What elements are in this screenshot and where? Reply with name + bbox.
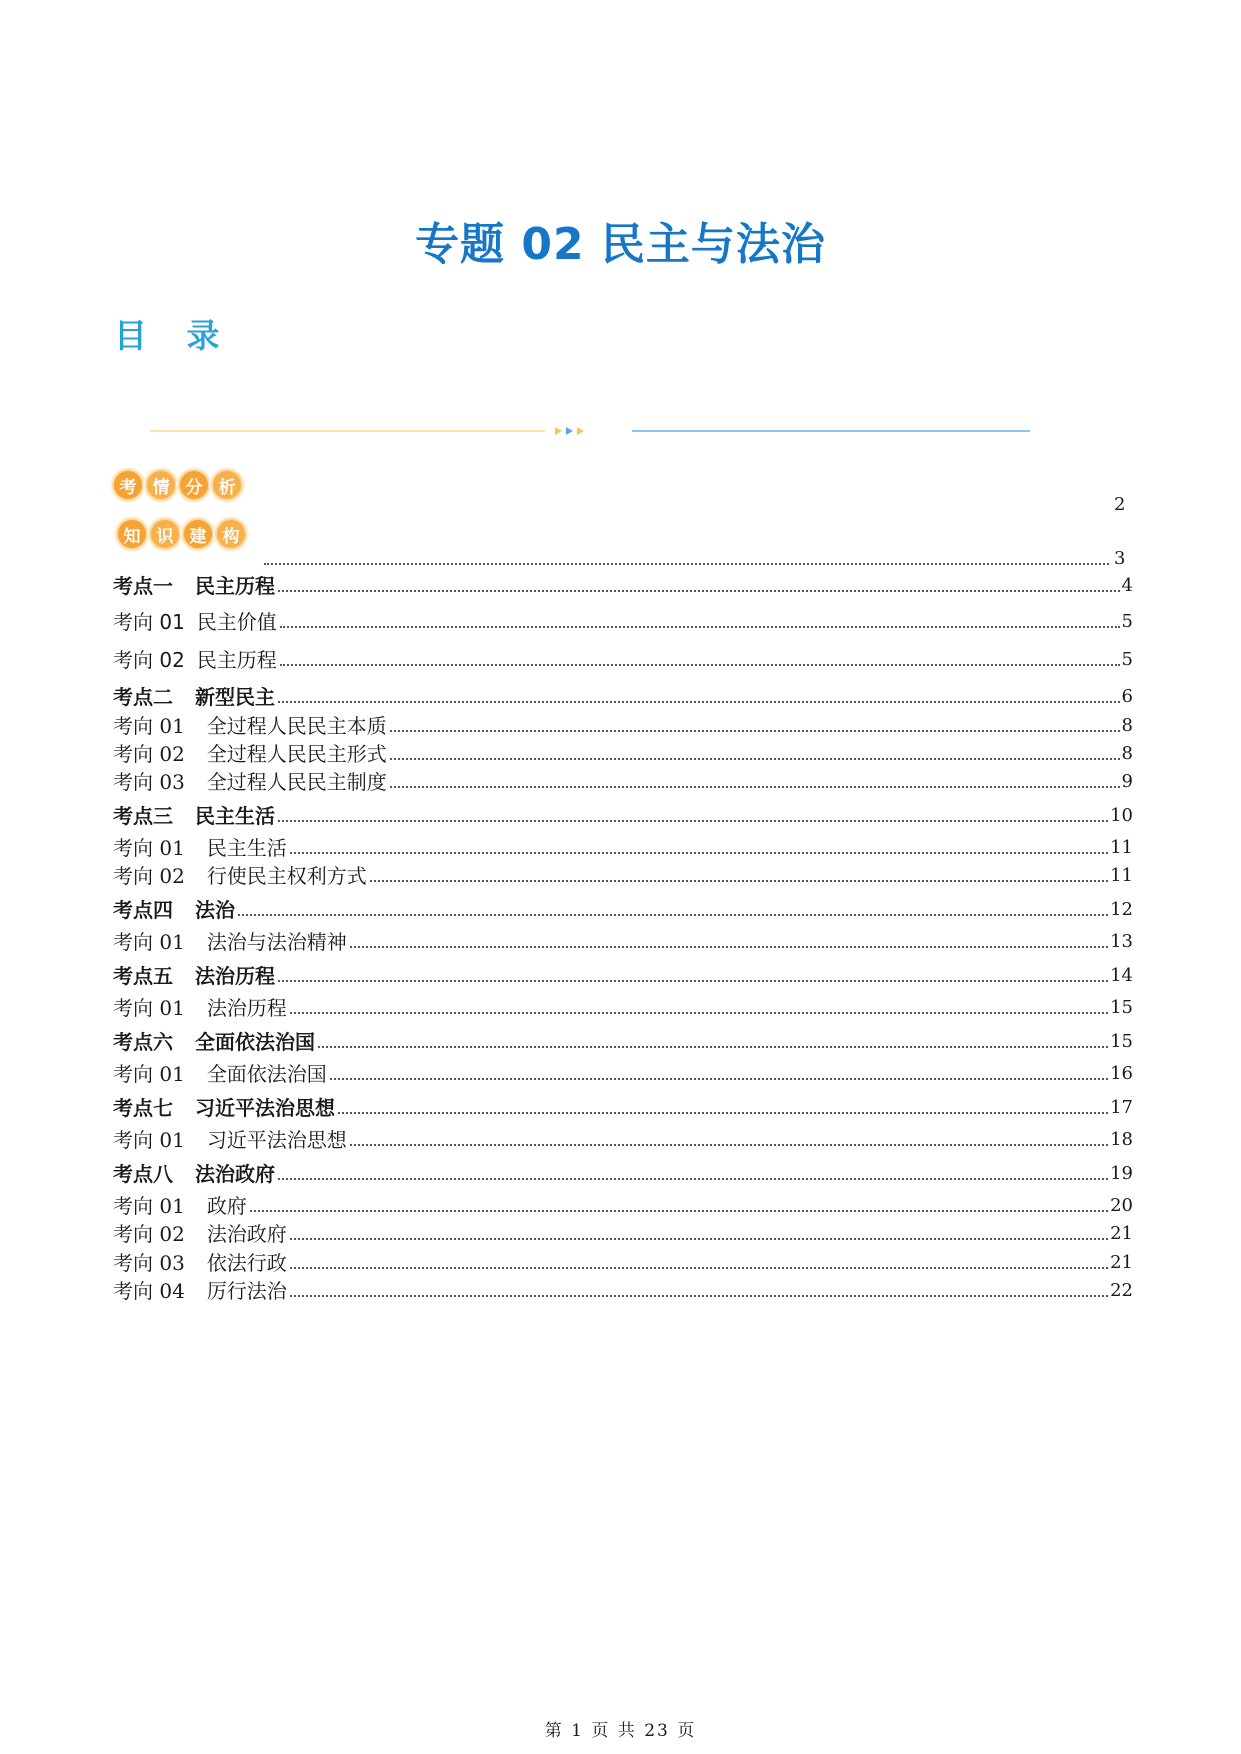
toc-dot-leader xyxy=(278,980,1108,982)
toc-entry-direction[interactable] xyxy=(113,1126,1133,1152)
toc-dot-leader xyxy=(290,852,1108,854)
toc-title: 政府 xyxy=(206,1194,247,1218)
toc-dot-leader xyxy=(350,1144,1108,1146)
toc-title: 法治 xyxy=(195,898,235,922)
toc-entry-point[interactable] xyxy=(113,1028,1133,1054)
toc-label: 考向 01 xyxy=(113,1062,185,1086)
toc-entry-point[interactable] xyxy=(113,572,1133,598)
toc-dot-leader xyxy=(350,946,1108,948)
toc-title: 民主生活 xyxy=(195,804,275,828)
toc-title: 民主历程 xyxy=(195,574,275,598)
toc-label: 考向 01 xyxy=(113,714,185,738)
toc-label: 考点二 xyxy=(113,685,173,709)
toc-label: 考向 01 xyxy=(113,610,185,634)
badge-char: 识 xyxy=(149,518,181,550)
toc-label: 考点四 xyxy=(113,898,173,922)
badge-char: 考 xyxy=(112,469,144,501)
toc-entry-direction[interactable] xyxy=(113,994,1133,1020)
toc-page-number: 21 xyxy=(1110,1252,1133,1273)
toc-dot-leader xyxy=(238,914,1108,916)
toc-entry-direction[interactable] xyxy=(113,1220,1133,1246)
toc-entry-point[interactable] xyxy=(113,683,1133,709)
toc-label: 考向 02 xyxy=(113,1222,185,1246)
toc-title: 民主生活 xyxy=(206,836,287,860)
toc-page-number: 8 xyxy=(1121,715,1133,736)
toc-label: 考向 02 xyxy=(113,742,185,766)
toc-dot-leader xyxy=(280,664,1120,666)
toc-entry-direction[interactable] xyxy=(113,740,1133,766)
toc-title: 新型民主 xyxy=(195,685,275,709)
toc-entry-point[interactable] xyxy=(113,802,1133,828)
toc-page-number: 19 xyxy=(1110,1163,1133,1184)
toc-dot-leader xyxy=(278,1178,1108,1180)
toc-entry-direction[interactable] xyxy=(113,1277,1133,1303)
toc-page-number: 4 xyxy=(1121,575,1133,596)
toc-page-number: 18 xyxy=(1110,1129,1133,1150)
toc-dot-leader xyxy=(390,730,1120,732)
toc-entry-direction[interactable] xyxy=(113,646,1133,672)
toc-title: 全面依法治国 xyxy=(206,1062,327,1086)
toc-label: 考向 04 xyxy=(113,1279,185,1303)
toc-page-number: 2 xyxy=(1114,494,1126,515)
toc-page-number: 21 xyxy=(1110,1223,1133,1244)
toc-dot-leader xyxy=(390,758,1120,760)
toc-label: 考向 01 xyxy=(113,836,185,860)
toc-title: 全过程人民民主制度 xyxy=(206,770,387,794)
toc-page-number: 11 xyxy=(1110,865,1133,886)
toc-dot-leader xyxy=(370,880,1108,882)
toc-page-number: 11 xyxy=(1110,837,1133,858)
toc-title: 厉行法治 xyxy=(206,1279,287,1303)
toc-label: 考向 01 xyxy=(113,1194,185,1218)
section-divider xyxy=(150,425,1030,437)
toc-page-number: 8 xyxy=(1121,743,1133,764)
toc-dot-leader xyxy=(290,1012,1108,1014)
toc-title: 全面依法治国 xyxy=(195,1030,315,1054)
toc-label: 考向 01 xyxy=(113,1128,185,1152)
toc-page-number: 15 xyxy=(1110,1031,1133,1052)
toc-page-number: 17 xyxy=(1110,1097,1133,1118)
toc-page-number: 16 xyxy=(1110,1063,1133,1084)
badge-char: 构 xyxy=(215,518,247,550)
badge-char: 分 xyxy=(178,469,210,501)
toc-title: 习近平法治思想 xyxy=(206,1128,347,1152)
toc-label: 考向 03 xyxy=(113,1251,185,1275)
toc-label: 考向 03 xyxy=(113,770,185,794)
knowledge-structure-badge[interactable] xyxy=(116,518,247,550)
page-footer: 第 1 页 共 23 页 xyxy=(544,1721,697,1741)
toc-entry-point[interactable] xyxy=(113,1094,1133,1120)
toc-dot-leader xyxy=(280,626,1120,628)
toc-title: 全过程人民民主本质 xyxy=(206,714,387,738)
toc-dot-leader xyxy=(290,1295,1108,1297)
toc-entry-direction[interactable] xyxy=(113,712,1133,738)
toc-dot-leader xyxy=(290,1267,1108,1269)
toc-page-number: 5 xyxy=(1121,611,1133,632)
toc-page-number: 13 xyxy=(1110,931,1133,952)
toc-label: 考点三 xyxy=(113,804,173,828)
toc-dot-leader xyxy=(264,563,1109,565)
toc-dot-leader xyxy=(278,590,1120,592)
toc-label: 考向 01 xyxy=(113,996,185,1020)
toc-label: 考向 01 xyxy=(113,930,185,954)
toc-entry-direction[interactable] xyxy=(113,834,1133,860)
toc-title: 法治与法治精神 xyxy=(206,930,347,954)
toc-page-number: 5 xyxy=(1121,649,1133,670)
toc-page-number: 22 xyxy=(1110,1280,1133,1301)
toc-entry-direction[interactable] xyxy=(113,768,1133,794)
toc-title: 习近平法治思想 xyxy=(195,1096,335,1120)
toc-label: 考向 02 xyxy=(113,864,185,888)
toc-heading: 目 录 xyxy=(114,316,234,355)
toc-entry-direction[interactable] xyxy=(113,1060,1133,1086)
toc-title: 民主价值 xyxy=(196,610,277,634)
toc-title: 法治政府 xyxy=(195,1162,275,1186)
toc-dot-leader xyxy=(290,1238,1108,1240)
badge-char: 知 xyxy=(116,518,148,550)
toc-entry-direction[interactable] xyxy=(113,862,1133,888)
document-title: 专题 02 民主与法治 xyxy=(415,219,826,270)
exam-analysis-badge[interactable] xyxy=(112,469,243,501)
toc-title: 法治政府 xyxy=(206,1222,287,1246)
toc-page-number: 14 xyxy=(1110,965,1133,986)
toc-page-number: 15 xyxy=(1110,997,1133,1018)
toc-page-number: 6 xyxy=(1121,686,1133,707)
toc-dot-leader xyxy=(338,1112,1108,1114)
toc-title: 法治历程 xyxy=(206,996,287,1020)
toc-label: 考点七 xyxy=(113,1096,173,1120)
toc-entry-direction[interactable] xyxy=(113,928,1133,954)
toc-entry-point[interactable] xyxy=(113,1160,1133,1186)
toc-label: 考点六 xyxy=(113,1030,173,1054)
badge-char: 建 xyxy=(182,518,214,550)
toc-entry-point[interactable] xyxy=(113,896,1133,922)
toc-label: 考向 02 xyxy=(113,648,185,672)
toc-page-number: 12 xyxy=(1110,899,1133,920)
badge-char: 情 xyxy=(145,469,177,501)
toc-page-number: 9 xyxy=(1121,771,1133,792)
toc-entry-direction[interactable] xyxy=(113,608,1133,634)
toc-title: 全过程人民民主形式 xyxy=(206,742,387,766)
badge-char: 析 xyxy=(211,469,243,501)
toc-label: 考点一 xyxy=(113,574,173,598)
toc-dot-leader xyxy=(278,701,1120,703)
toc-dot-leader xyxy=(330,1078,1108,1080)
toc-title: 行使民主权利方式 xyxy=(206,864,367,888)
toc-page-number: 10 xyxy=(1110,805,1133,826)
toc-page-number: 20 xyxy=(1110,1195,1133,1216)
toc-entry-direction[interactable] xyxy=(113,1192,1133,1218)
toc-entry-point[interactable] xyxy=(113,962,1133,988)
toc-label: 考点八 xyxy=(113,1162,173,1186)
toc-entry-direction[interactable] xyxy=(113,1249,1133,1275)
toc-label: 考点五 xyxy=(113,964,173,988)
toc-dot-leader xyxy=(278,820,1108,822)
toc-page-number: 3 xyxy=(1114,548,1126,569)
toc-dot-leader xyxy=(318,1046,1108,1048)
toc-title: 民主历程 xyxy=(196,648,277,672)
toc-dot-leader xyxy=(250,1210,1108,1212)
toc-title: 法治历程 xyxy=(195,964,275,988)
toc-title: 依法行政 xyxy=(206,1251,287,1275)
toc-dot-leader xyxy=(390,786,1120,788)
